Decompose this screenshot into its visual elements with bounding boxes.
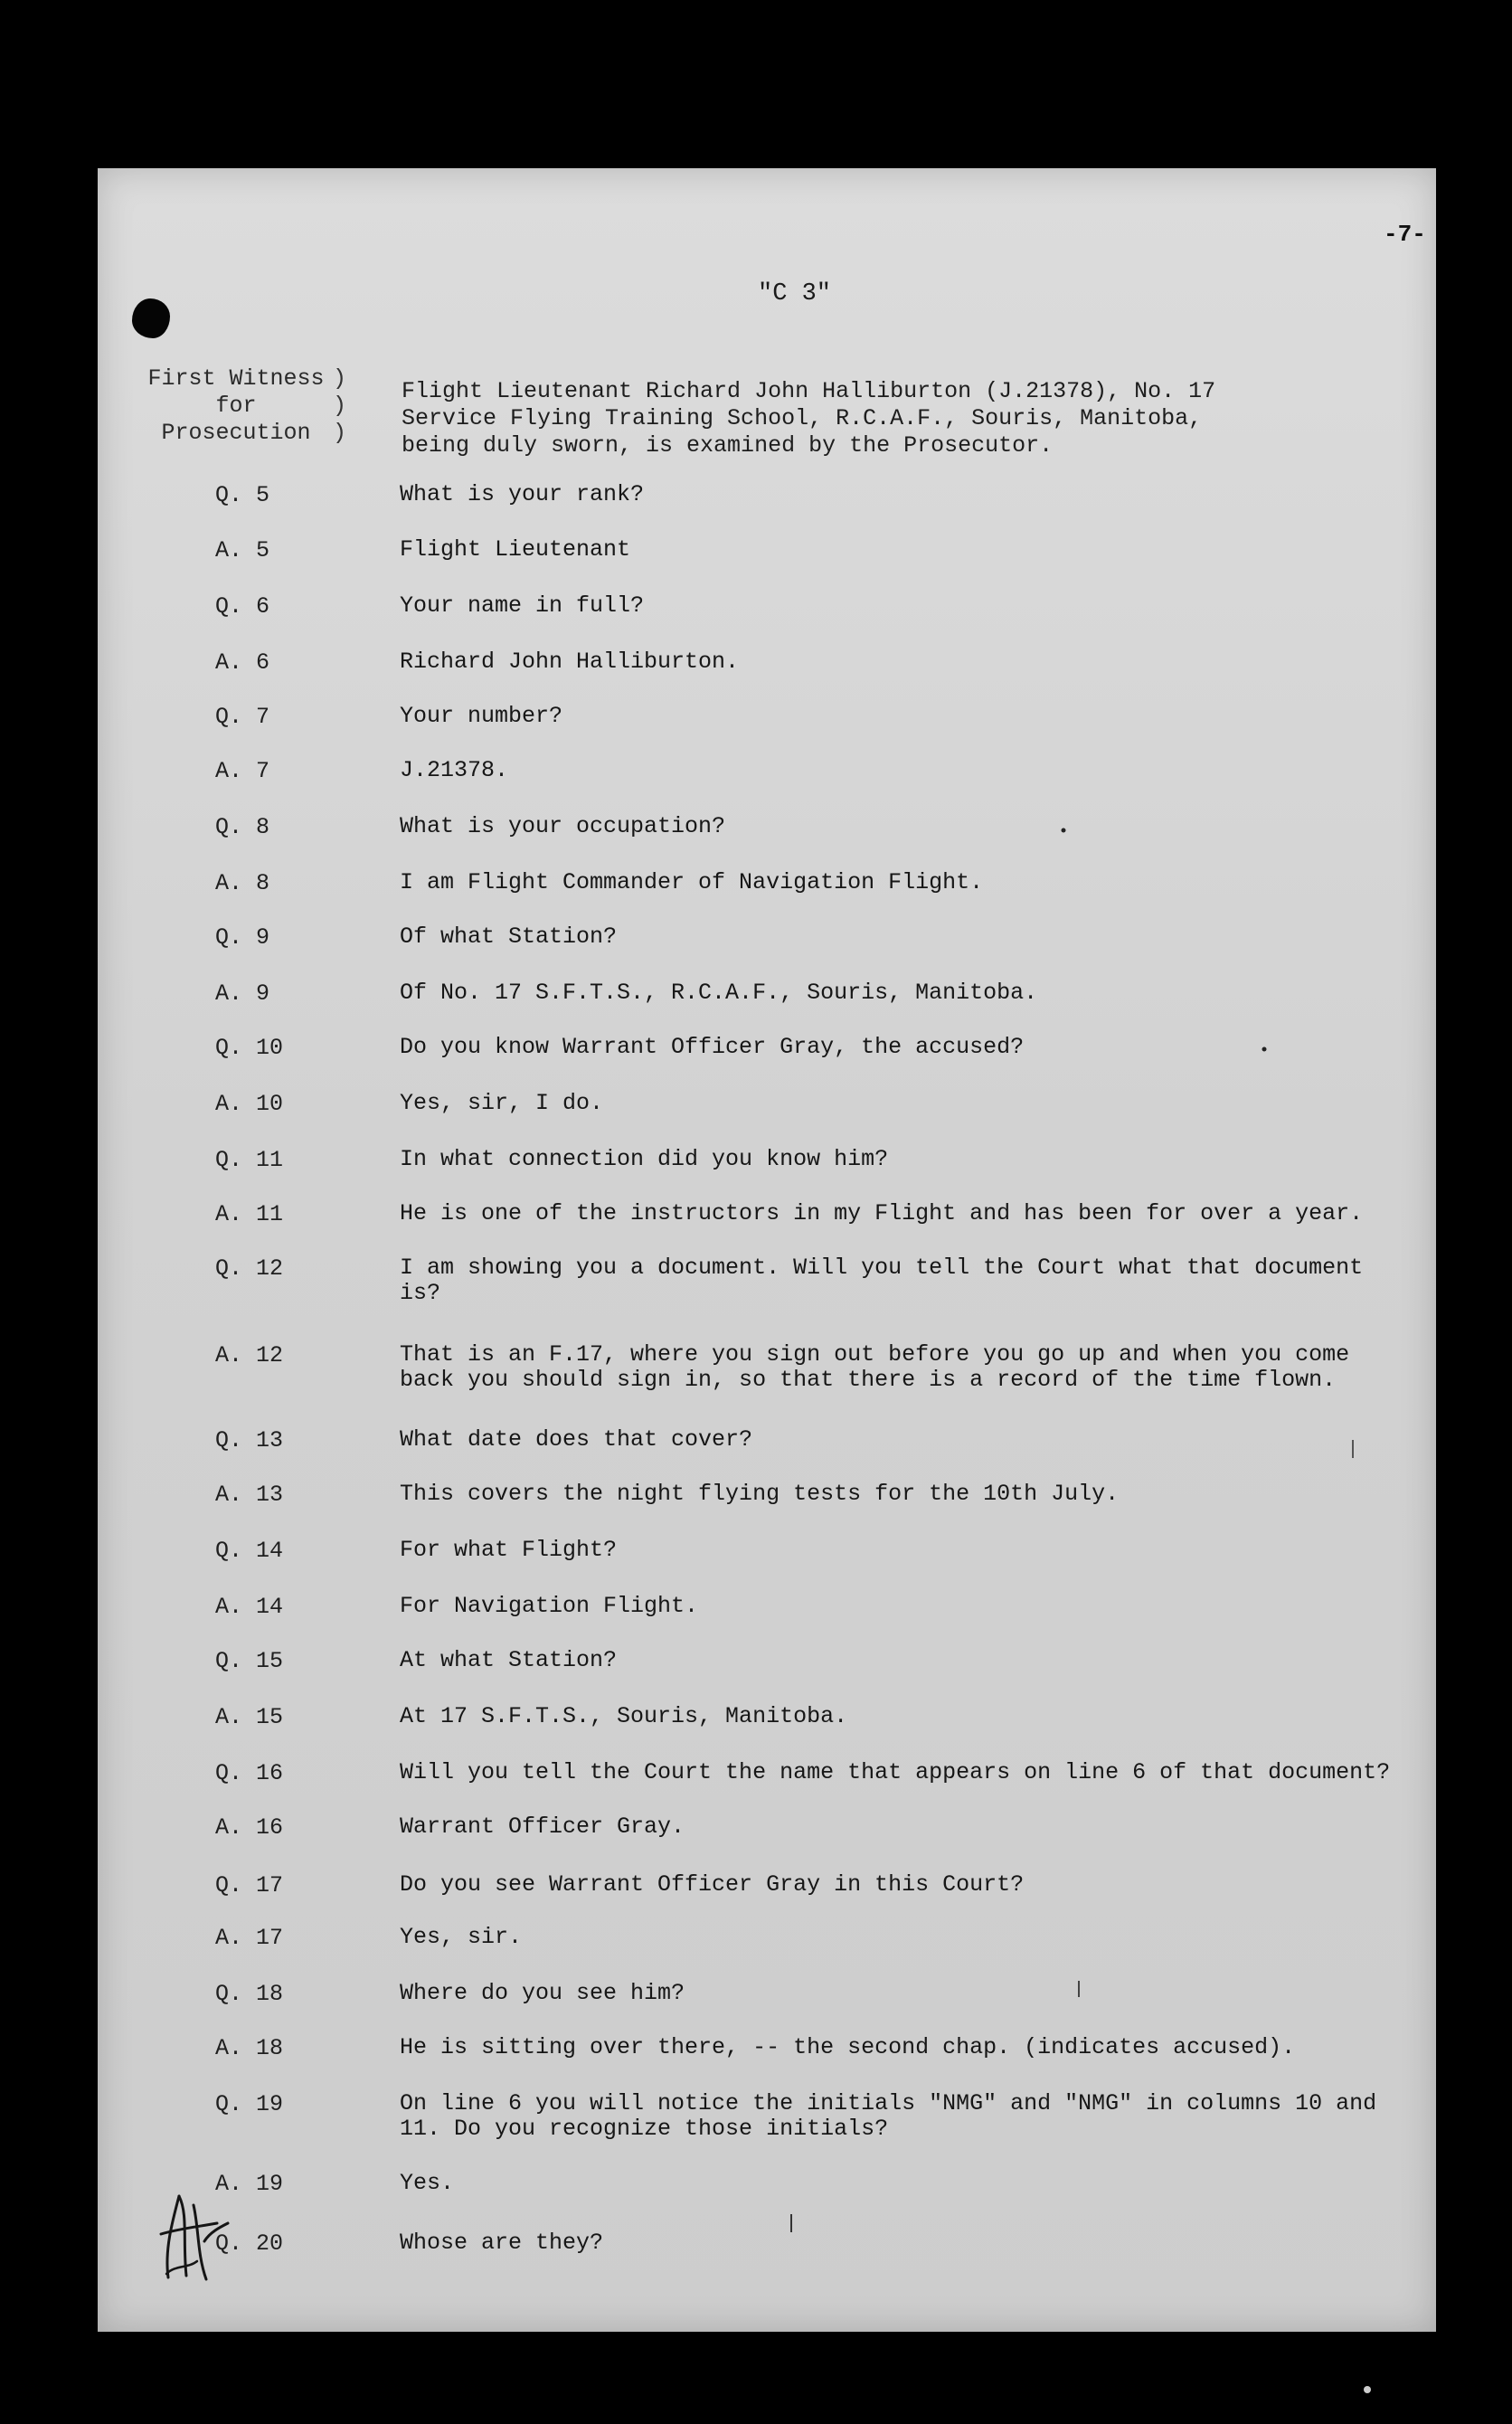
- witness-label-line: for: [215, 393, 257, 419]
- qa-label: Q. 15: [215, 1648, 284, 1674]
- qa-text: Richard John Halliburton.: [400, 649, 740, 675]
- witness-label: [123, 365, 349, 447]
- qa-text: That is an F.17, where you sign out before you go up and when you come back you should sign in, so that there is a record of the time flown.: [400, 1341, 1350, 1393]
- qa-text: On line 6 you will notice the initials "NMG" and "NMG" in columns 10 and 11. Do you recognize those initials?: [400, 2090, 1377, 2142]
- qa-text: At what Station?: [400, 1647, 618, 1673]
- qa-label: A. 8: [215, 870, 270, 896]
- qa-label: Q. 19: [215, 2091, 284, 2117]
- qa-label: Q. 8: [215, 814, 270, 840]
- qa-text: Your name in full?: [400, 592, 645, 619]
- qa-text: He is sitting over there, -- the second chap. (indicates accused).: [400, 2034, 1296, 2060]
- qa-label: Q. 11: [215, 1147, 284, 1173]
- qa-label: Q. 7: [215, 704, 270, 730]
- bracket-marks: ) ) ): [333, 365, 347, 446]
- qa-label: A. 9: [215, 980, 270, 1007]
- qa-text: For what Flight?: [400, 1537, 618, 1563]
- qa-text: I am Flight Commander of Navigation Flight.: [400, 869, 984, 895]
- ink-blot: [132, 298, 170, 338]
- qa-text: Yes, sir.: [400, 1924, 523, 1950]
- qa-text: Yes, sir, I do.: [400, 1090, 604, 1116]
- handwritten-initials-mark: [152, 2187, 233, 2283]
- intro-line: being duly sworn, is examined by the Prosecutor.: [402, 432, 1054, 459]
- qa-text: Your number?: [400, 703, 563, 729]
- qa-label: A. 19: [215, 2171, 284, 2197]
- qa-label: A. 13: [215, 1482, 284, 1508]
- qa-text: Do you know Warrant Officer Gray, the accused?: [400, 1034, 1025, 1060]
- qa-text: For Navigation Flight.: [400, 1593, 699, 1619]
- qa-text: What is your occupation?: [400, 813, 726, 839]
- qa-label: A. 5: [215, 537, 270, 563]
- qa-text: What is your rank?: [400, 481, 645, 507]
- qa-label: Q. 17: [215, 1872, 284, 1898]
- witness-label-line: Prosecution: [161, 420, 311, 446]
- qa-label: A. 10: [215, 1091, 284, 1117]
- intro-line: Service Flying Training School, R.C.A.F., Souris, Manitoba,: [402, 405, 1203, 431]
- qa-text: I am showing you a document. Will you tell the Court what that document is?: [400, 1255, 1364, 1306]
- qa-text: At 17 S.F.T.S., Souris, Manitoba.: [400, 1703, 848, 1729]
- qa-label: A. 14: [215, 1594, 284, 1620]
- qa-label: A. 16: [215, 1814, 284, 1841]
- qa-label: A. 17: [215, 1925, 284, 1951]
- qa-text: This covers the night flying tests for the 10th July.: [400, 1481, 1120, 1507]
- qa-text: In what connection did you know him?: [400, 1146, 889, 1172]
- qa-text: Do you see Warrant Officer Gray in this Court?: [400, 1871, 1025, 1898]
- qa-text: Will you tell the Court the name that appears on line 6 of that document?: [400, 1759, 1391, 1785]
- qa-label: A. 7: [215, 758, 270, 784]
- qa-label: A. 18: [215, 2035, 284, 2061]
- qa-label: Q. 10: [215, 1035, 284, 1061]
- document-code: "C 3": [758, 280, 832, 308]
- qa-label: A. 11: [215, 1201, 284, 1227]
- qa-text: Of No. 17 S.F.T.S., R.C.A.F., Souris, Manitoba.: [400, 980, 1038, 1006]
- qa-text: What date does that cover?: [400, 1426, 753, 1453]
- page-number: -7-: [1384, 221, 1426, 248]
- qa-text: Of what Station?: [400, 923, 618, 950]
- qa-label: Q. 20: [215, 2230, 284, 2257]
- qa-label: Q. 14: [215, 1538, 284, 1564]
- witness-intro: [402, 378, 1306, 459]
- witness-label-line: First Witness: [147, 365, 325, 392]
- qa-text: Where do you see him?: [400, 1980, 685, 2006]
- qa-label: Q. 12: [215, 1255, 284, 1282]
- qa-label: Q. 13: [215, 1427, 284, 1453]
- qa-text: Warrant Officer Gray.: [400, 1813, 685, 1840]
- intro-line: Flight Lieutenant Richard John Halliburton (J.21378), No. 17: [402, 378, 1216, 404]
- qa-text: Whose are they?: [400, 2230, 604, 2256]
- qa-label: A. 12: [215, 1342, 284, 1368]
- qa-label: A. 6: [215, 649, 270, 676]
- qa-label: Q. 5: [215, 482, 270, 508]
- qa-label: A. 15: [215, 1704, 284, 1730]
- qa-label: Q. 18: [215, 1981, 284, 2007]
- qa-label: Q. 9: [215, 924, 270, 951]
- qa-text: He is one of the instructors in my Flight and has been for over a year.: [400, 1200, 1364, 1226]
- qa-text: Yes.: [400, 2170, 455, 2196]
- qa-label: Q. 16: [215, 1760, 284, 1786]
- qa-text: Flight Lieutenant: [400, 536, 631, 563]
- qa-text: J.21378.: [400, 757, 509, 783]
- qa-label: Q. 6: [215, 593, 270, 620]
